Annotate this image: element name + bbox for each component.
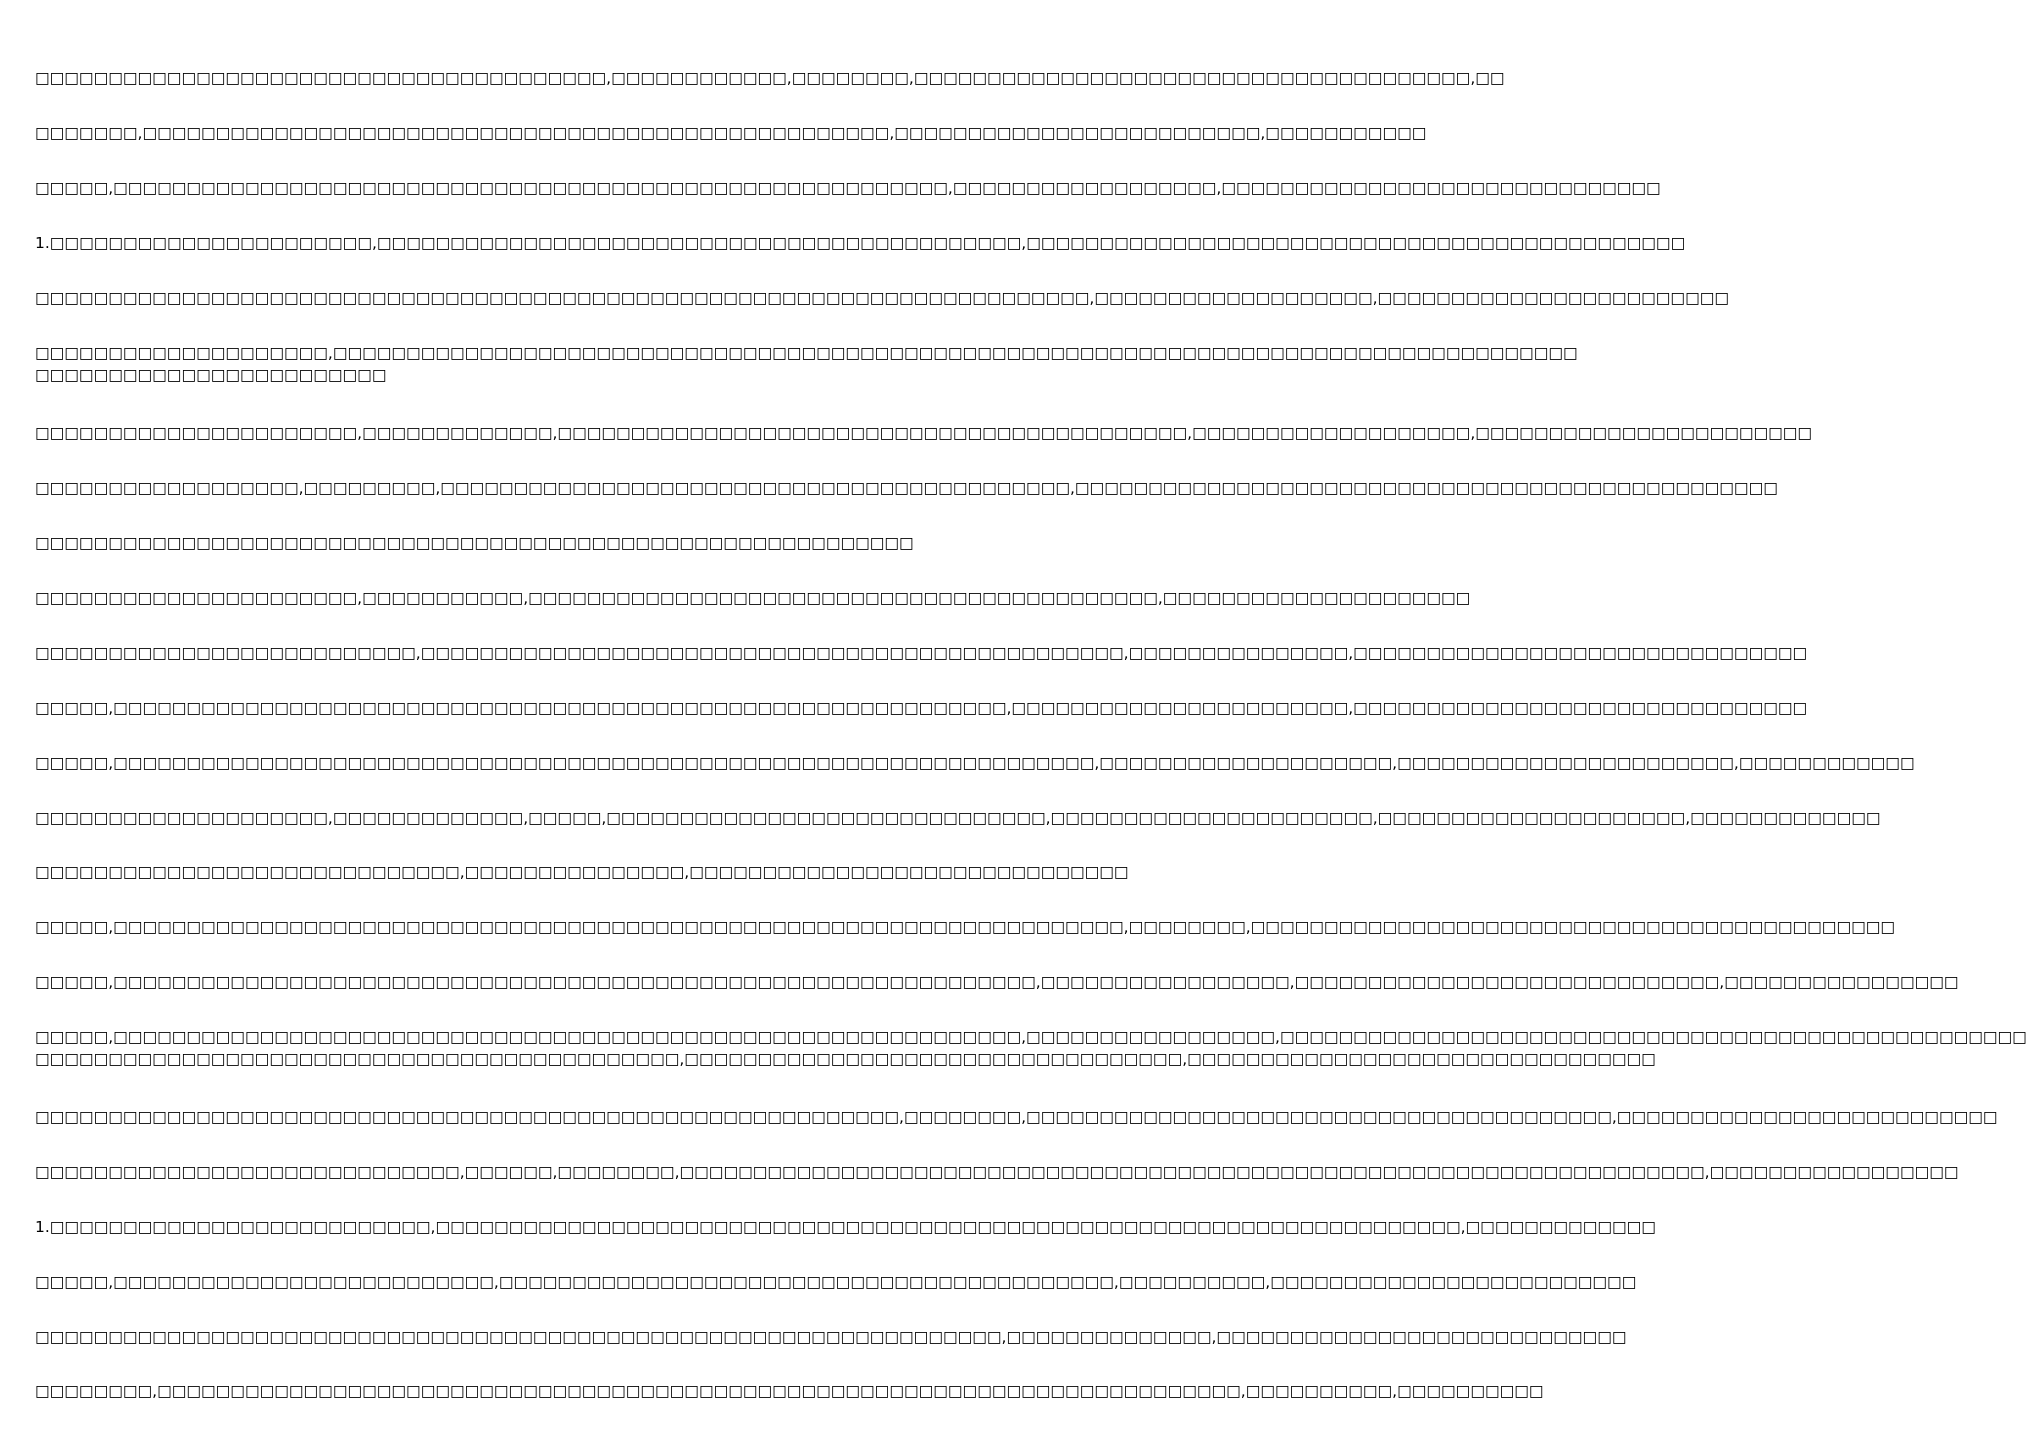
- paragraph: □□□□□,□□□□□□□□□□□□□□□□□□□□□□□□□□□□□□□□□□□□□□□□□□□□□□□□□□□□□□□□□□□□□□□□□□□□□,□□□□□□□□,□□□□□□□□□□□□□□□□□□□□□□□□□□□□□□□□□□□□□□□□□□□□: [35, 918, 1896, 936]
- paragraph: □□□□□□□□□□□□□□□□□□□□,□□□□□□□□□□□□□,□□□□□,□□□□□□□□□□□□□□□□□□□□□□□□□□□□□□,□□□□□□□□□□□□□□□□□□□□□□,□□□□□□□□□□□□□□□□□□□□□,□□□□□□□□□□□□□: [35, 809, 1881, 827]
- paragraph: □□□□□□□□□□□□□□□□□□□□□□□□□□□□□,□□□□□□,□□□□□□□□,□□□□□□□□□□□□□□□□□□□□□□□□□□□□□□□□□□□□□□□□□□□□□□□□□□□□□□□□□□□□□□□□□□□□□□,□□□□□□□□□□□□□□□□□: [35, 1163, 1959, 1181]
- paragraph: □□□□□,□□□□□□□□□□□□□□□□□□□□□□□□□□□□□□□□□□□□□□□□□□□□□□□□□□□□□□□□□□□□□□□□□□□,□□□□□□□□□□□□□□□□□□□□,□□□□□□□□□□□□□□□□□□□□□□□,□□□□□□□□□□□□: [35, 754, 1915, 772]
- paragraph: 1.□□□□□□□□□□□□□□□□□□□□□□□□□□,□□□□□□□□□□□□□□□□□□□□□□□□□□□□□□□□□□□□□□□□□□□□□□□□□□□□□□□□□□□□□□□□□□□□□□,□□□□□□□□□□□□□: [35, 1218, 1656, 1236]
- paragraph: □□□□□□□□□□□□□□□□□□□□□□□□□□□□□□□□□□□□□□□,□□□□□□□□□□□□,□□□□□□□□,□□□□□□□□□□□□□□□□□□□□□□□□□□□□□□□□□□□□□□,□□: [35, 69, 1505, 87]
- paragraph: □□□□□,□□□□□□□□□□□□□□□□□□□□□□□□□□□□□□□□□□□□□□□□□□□□□□□□□□□□□□□□□□□□□□,□□□□□□□□□□□□□□□□□,□□□□□□□□□□□□□□□□□□□□□□□□□□□□□□□□□□□□□□□□□□□□□□□□□□□ □□□□□□□□□□□□□□□□□□□□□□□□□□□□□□□□□□□□□□□□□□□□,□□□□□□□□□□□□□□□□□□□□□□□□□□□□□□□□□□,□□□□□□□□□□□□□□□□□□□□□□□□□□□□□□□□: [35, 1028, 2027, 1068]
- paragraph: □□□□□,□□□□□□□□□□□□□□□□□□□□□□□□□□,□□□□□□□□□□□□□□□□□□□□□□□□□□□□□□□□□□□□□□□□□□,□□□□□□□□□□,□□□□□□□□□□□□□□□□□□□□□□□□□: [35, 1273, 1637, 1291]
- paragraph: □□□□□□□□□□□□□□□□□□□□□□□□□□□□□,□□□□□□□□□□□□□□□,□□□□□□□□□□□□□□□□□□□□□□□□□□□□□□: [35, 863, 1129, 881]
- paragraph: □□□□□,□□□□□□□□□□□□□□□□□□□□□□□□□□□□□□□□□□□□□□□□□□□□□□□□□□□□□□□□□□□□□,□□□□□□□□□□□□□□□□□□□□□□□,□□□□□□□□□□□□□□□□□□□□□□□□□□□□□□□: [35, 699, 1808, 717]
- paragraph: □□□□□□□□□□□□□□□□□□□□□□,□□□□□□□□□□□,□□□□□□□□□□□□□□□□□□□□□□□□□□□□□□□□□□□□□□□□□□□,□□□□□□□□□□□□□□□□□□□□□: [35, 589, 1471, 607]
- paragraph: □□□□□□□□□□□□□□□□□□,□□□□□□□□□,□□□□□□□□□□□□□□□□□□□□□□□□□□□□□□□□□□□□□□□□□□□,□□□□□□□□□□□□□□□□□□□□□□□□□□□□□□□□□□□□□□□□□□□□□□□□: [35, 479, 1778, 497]
- paragraph: 1.□□□□□□□□□□□□□□□□□□□□□□,□□□□□□□□□□□□□□□□□□□□□□□□□□□□□□□□□□□□□□□□□□□□,□□□□□□□□□□□□□□□□□□□□□□□□□□□□□□□□□□□□□□□□□□□□□: [35, 234, 1686, 252]
- paragraph: □□□□□□□□□□□□□□□□□□□□□□□□□□□□□□□□□□□□□□□□□□□□□□□□□□□□□□□□□□□□: [35, 534, 914, 552]
- paragraph: □□□□□□□□□□□□□□□□□□□□□□□□□□□□□□□□□□□□□□□□□□□□□□□□□□□□□□□□□□□□□□□□□□,□□□□□□□□□□□□□□,□□□□□□□□□□□□□□□□□□□□□□□□□□□□: [35, 1328, 1627, 1346]
- paragraph: □□□□□□□□□□□□□□□□□□□□□□,□□□□□□□□□□□□□,□□□□□□□□□□□□□□□□□□□□□□□□□□□□□□□□□□□□□□□□□□□,□□□□□□□□□□□□□□□□□□□,□□□□□□□□□□□□□□□□□□□□□□□: [35, 424, 1813, 442]
- paragraph: □□□□□□□□□□□□□□□□□□□□□□□□□□,□□□□□□□□□□□□□□□□□□□□□□□□□□□□□□□□□□□□□□□□□□□□□□□□,□□□□□□□□□□□□□□□,□□□□□□□□□□□□□□□□□□□□□□□□□□□□□□□: [35, 644, 1808, 662]
- paragraph: □□□□□,□□□□□□□□□□□□□□□□□□□□□□□□□□□□□□□□□□□□□□□□□□□□□□□□□□□□□□□□□□□□□□□,□□□□□□□□□□□□□□□□□,□□□□□□□□□□□□□□□□□□□□□□□□□□□□□,□□□□□□□□□□□□□□□□: [35, 973, 1959, 991]
- paragraph: □□□□□□□□,□□□□□□□□□□□□□□□□□□□□□□□□□□□□□□□□□□□□□□□□□□□□□□□□□□□□□□□□□□□□□□□□□□□□□□□□□□,□□□□□□□□□□,□□□□□□□□□□: [35, 1382, 1544, 1400]
- paragraph: □□□□□,□□□□□□□□□□□□□□□□□□□□□□□□□□□□□□□□□□□□□□□□□□□□□□□□□□□□□□□□□,□□□□□□□□□□□□□□□□□□,□□□□□□□□□□□□□□□□□□□□□□□□□□□□□□: [35, 179, 1661, 197]
- paragraph: □□□□□□□□□□□□□□□□□□□□□□□□□□□□□□□□□□□□□□□□□□□□□□□□□□□□□□□□□□□□□□□□□□□□□□□□,□□□□□□□□□□□□□□□□□□□,□□□□□□□□□□□□□□□□□□□□□□□□: [35, 289, 1730, 307]
- paragraph: □□□□□□□□□□□□□□□□□□□□,□□□□□□□□□□□□□□□□□□□□□□□□□□□□□□□□□□□□□□□□□□□□□□□□□□□□□□□□□□□□□□□□□□□□□□□□□□□□□□□□□□□□□ □□□□□□□□□□□□□□□□□□□□□□□□: [35, 344, 1578, 384]
- paragraph: □□□□□□□,□□□□□□□□□□□□□□□□□□□□□□□□□□□□□□□□□□□□□□□□□□□□□□□□□□□,□□□□□□□□□□□□□□□□□□□□□□□□□,□□□□□□□□□□□: [35, 124, 1427, 142]
- paragraph: □□□□□□□□□□□□□□□□□□□□□□□□□□□□□□□□□□□□□□□□□□□□□□□□□□□□□□□□□□□,□□□□□□□□,□□□□□□□□□□□□□□□□□□□□□□□□□□□□□□□□□□□□□□□□,□□□□□□□□□□□□□□□□□□□□□□□□□□: [35, 1108, 1998, 1126]
